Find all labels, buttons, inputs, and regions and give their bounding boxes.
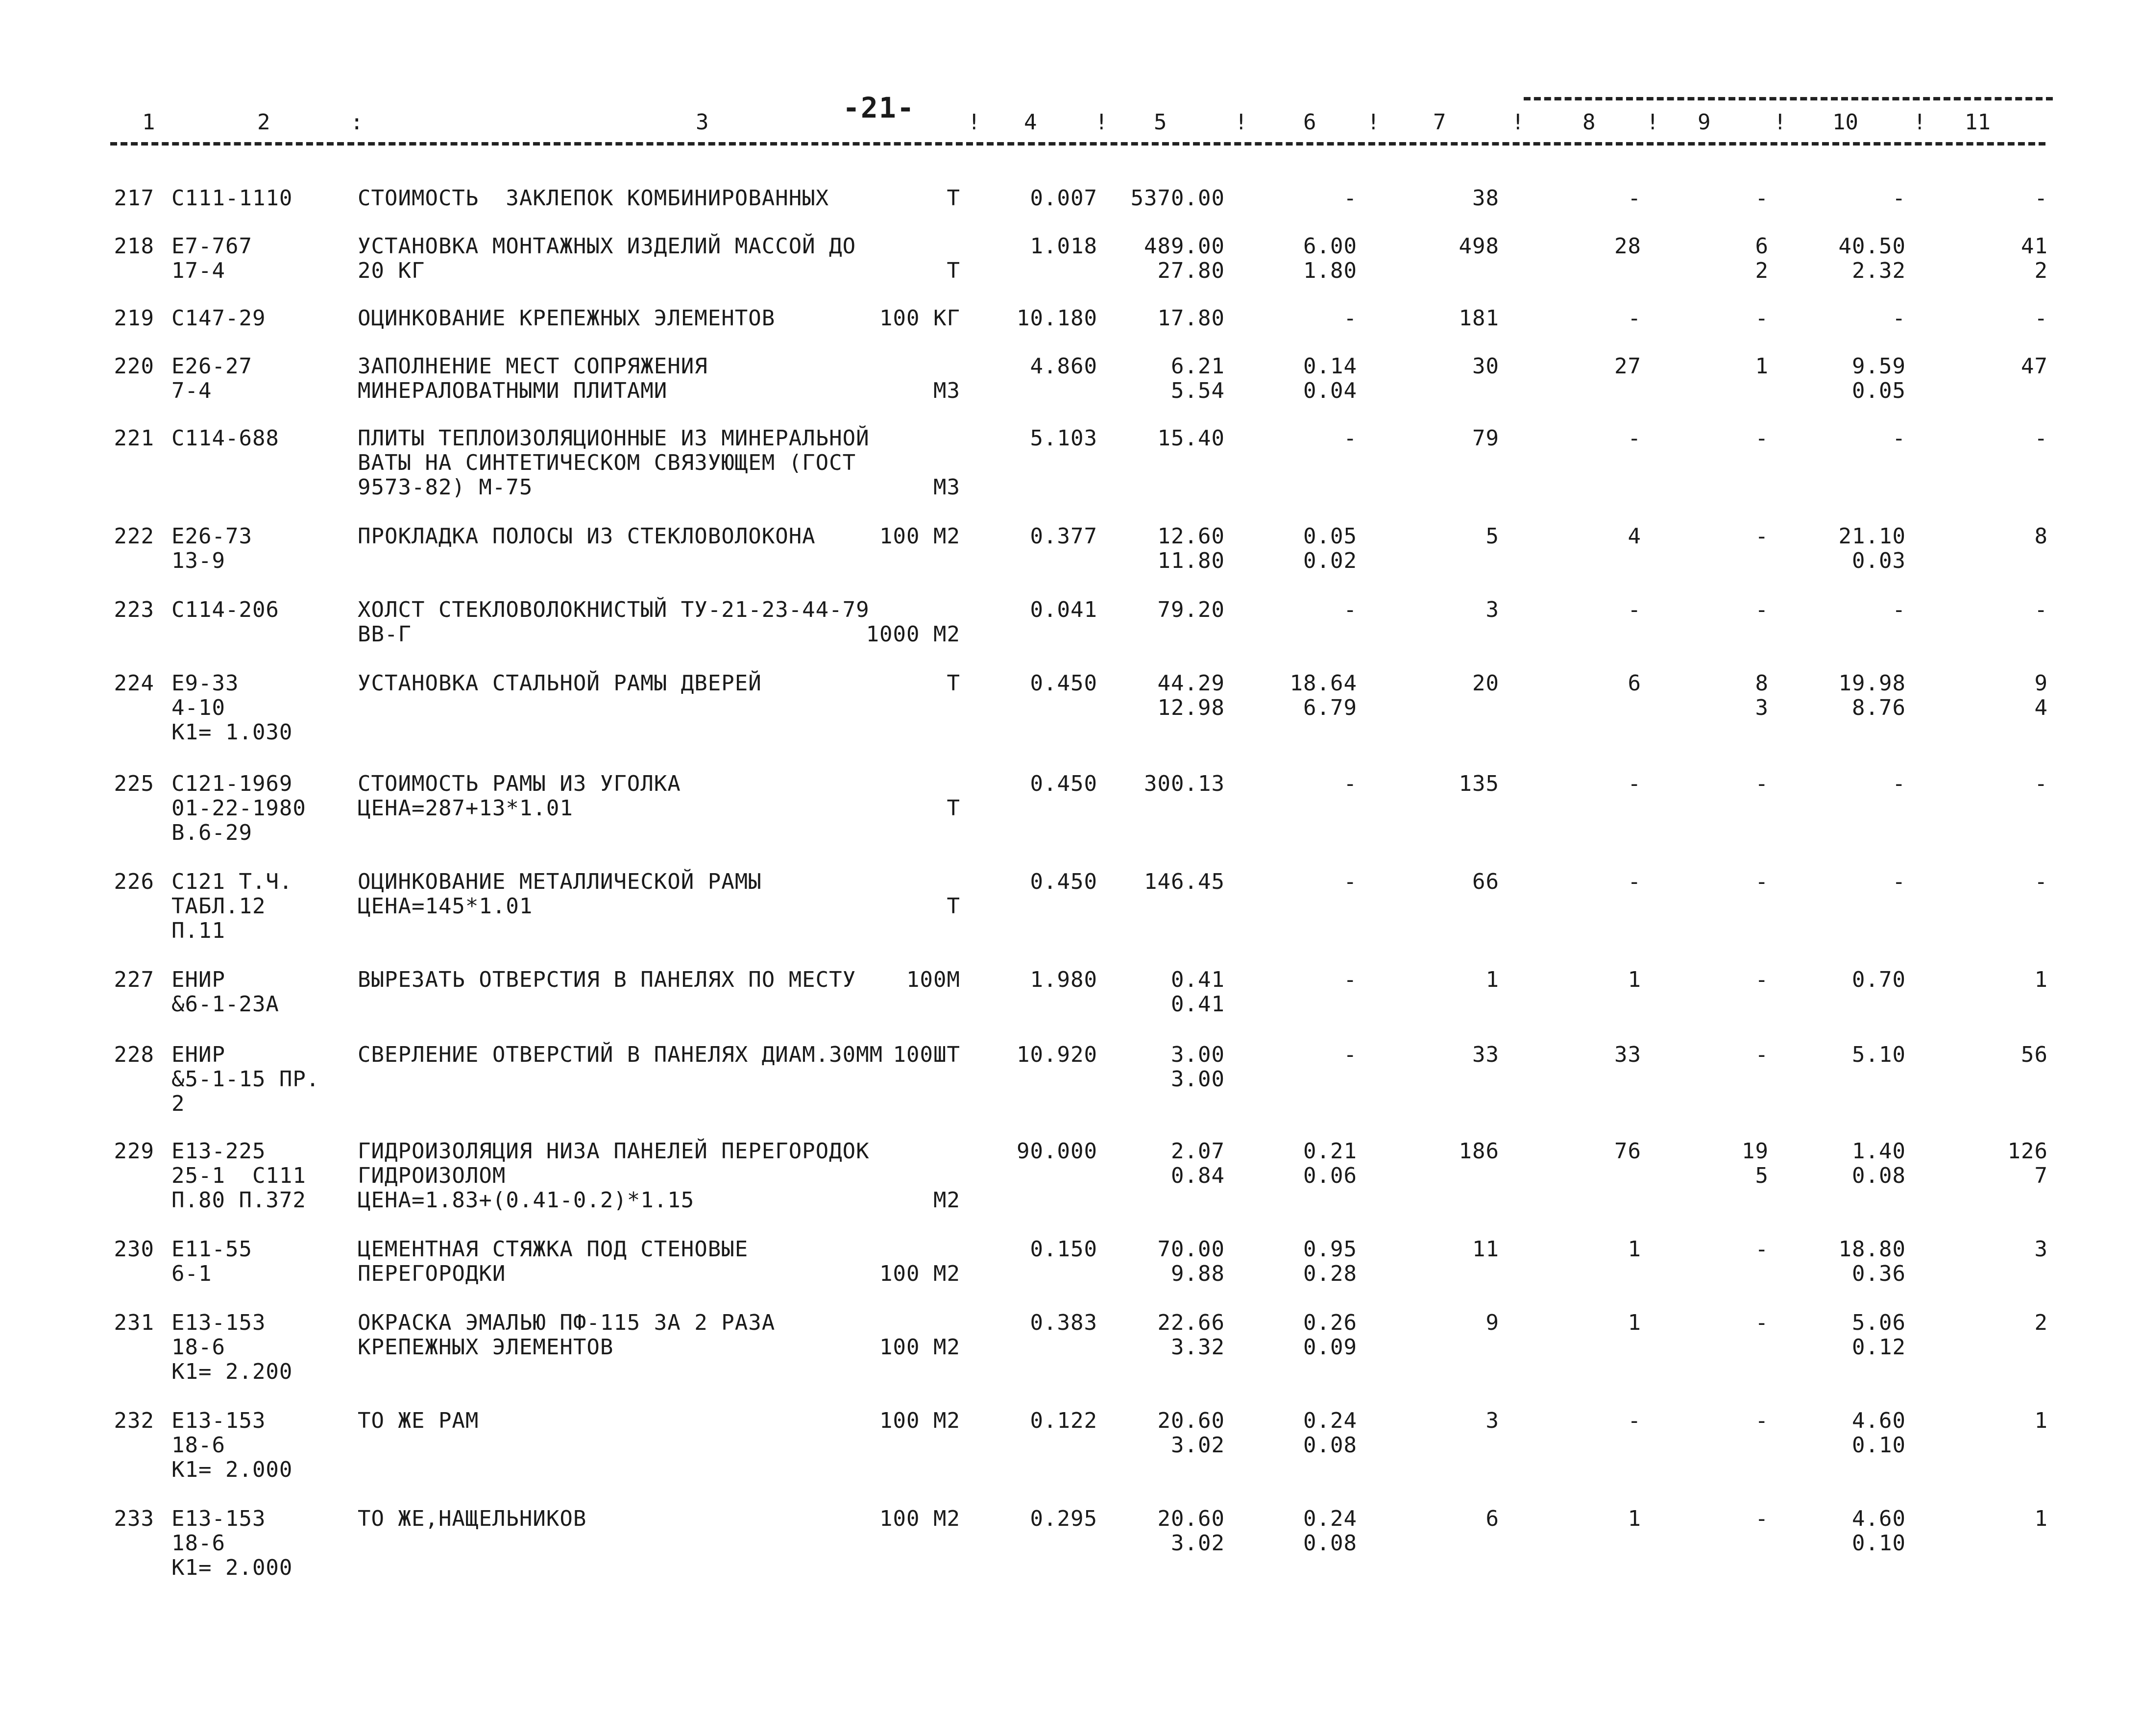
work-description: ТО ЖЕ РАМ [358,1408,479,1433]
col-6-value: 0.95 [1303,1237,1357,1262]
col-7-value: 1 [1485,967,1499,992]
norm-code: E13-225 [171,1139,266,1164]
unit-price: 0.41 [1171,992,1225,1017]
col-11-value: 2 [2034,258,2048,283]
unit-price: 15.40 [1157,426,1225,451]
work-description: ВВ-Г [358,622,412,647]
col-9-value: - [1755,1042,1769,1067]
quantity: 4.860 [1030,354,1097,379]
col-10-value: 5.06 [1852,1310,1906,1335]
col-9-value: 1 [1755,354,1769,379]
col-6-value: 0.04 [1303,378,1357,403]
unit-price: 489.00 [1144,234,1225,259]
col-9-value: - [1755,967,1769,992]
col-8-value: 27 [1614,354,1641,379]
col-8-value: - [1628,597,1641,622]
unit-price: 300.13 [1144,771,1225,796]
work-description: КРЕПЕЖНЫХ ЭЛЕМЕНТОВ [358,1335,614,1360]
col-10-value: - [1892,306,1906,331]
unit: 100 М2 [879,1408,960,1433]
norm-code: 13-9 [171,548,225,573]
work-description: МИНЕРАЛОВАТНЫМИ ПЛИТАМИ [358,378,668,403]
work-description: ВАТЫ НА СИНТЕТИЧЕСКОМ СВЯЗУЮЩЕМ (ГОСТ [358,450,856,475]
col-10-value: 9.59 [1852,354,1906,379]
col-10-value: 1.40 [1852,1139,1906,1164]
col-9-value: 6 [1755,234,1769,259]
row-number: 228 [114,1042,154,1067]
header-separator: ! [1913,110,1926,135]
unit-price: 5370.00 [1130,186,1225,211]
quantity: 0.150 [1030,1237,1097,1262]
unit-price: 20.60 [1157,1506,1225,1531]
norm-code: ЕНИР [171,1042,225,1067]
col-10-value: 19.98 [1838,671,1906,696]
col-11-value: 1 [2034,1506,2048,1531]
unit-price: 3.02 [1171,1531,1225,1556]
unit: М3 [933,475,960,500]
col-11-value: 126 [2007,1139,2048,1164]
col-11-value: 41 [2021,234,2048,259]
col-6-value: - [1343,967,1357,992]
header-col-9: 9 [1698,110,1711,135]
header-separator: ! [1774,110,1787,135]
col-11-value: 9 [2034,671,2048,696]
col-7-value: 181 [1459,306,1499,331]
col-6-value: - [1343,426,1357,451]
col-11-value: 1 [2034,1408,2048,1433]
quantity: 0.041 [1030,597,1097,622]
row-number: 219 [114,306,154,331]
unit-price: 12.98 [1157,695,1225,720]
col-6-value: 0.09 [1303,1335,1357,1360]
header-separator: ! [1646,110,1659,135]
col-9-value: - [1755,1237,1769,1262]
col-11-value: 47 [2021,354,2048,379]
row-number: 222 [114,524,154,549]
col-6-value: - [1343,869,1357,894]
col-7-value: 30 [1472,354,1499,379]
row-number: 217 [114,186,154,211]
unit-price: 3.32 [1171,1335,1225,1360]
col-6-value: 0.21 [1303,1139,1357,1164]
unit: 100ШТ [893,1042,960,1067]
work-description: ЗАПОЛНЕНИЕ МЕСТ СОПРЯЖЕНИЯ [358,354,708,379]
col-6-value: 0.02 [1303,548,1357,573]
norm-code: E13-153 [171,1506,266,1531]
unit-price: 17.80 [1157,306,1225,331]
col-10-value: 0.12 [1852,1335,1906,1360]
col-9-value: - [1755,186,1769,211]
quantity: 10.180 [1017,306,1097,331]
unit-price: 9.88 [1171,1261,1225,1286]
col-10-value: 18.80 [1838,1237,1906,1262]
work-description: ГИДРОИЗОЛЯЦИЯ НИЗА ПАНЕЛЕЙ ПЕРЕГОРОДОК [358,1139,870,1164]
row-number: 224 [114,671,154,696]
col-11-value: - [2034,771,2048,796]
col-6-value: - [1343,1042,1357,1067]
header-col-1: 1 [142,110,155,135]
col-9-value: - [1755,771,1769,796]
header-separator: : [350,110,364,135]
row-number: 225 [114,771,154,796]
col-10-value: 21.10 [1838,524,1906,549]
col-8-value: 1 [1628,1506,1641,1531]
col-11-value: - [2034,186,2048,211]
unit-price: 3.00 [1171,1042,1225,1067]
col-10-value: - [1892,186,1906,211]
norm-code: В.6-29 [171,820,252,845]
work-description: СТОИМОСТЬ ЗАКЛЕПОК КОМБИНИРОВАННЫХ [358,186,829,211]
norm-code: &6-1-23А [171,992,279,1017]
unit-price: 12.60 [1157,524,1225,549]
col-9-value: - [1755,869,1769,894]
col-6-value: 0.28 [1303,1261,1357,1286]
col-7-value: 498 [1459,234,1499,259]
col-6-value: 0.08 [1303,1531,1357,1556]
work-description: СТОИМОСТЬ РАМЫ ИЗ УГОЛКА [358,771,681,796]
norm-code: П.80 П.372 [171,1188,306,1213]
col-11-value: - [2034,306,2048,331]
header-col-8: 8 [1582,110,1596,135]
unit: Т [947,186,960,211]
unit: 100М [906,967,960,992]
col-10-value: - [1892,426,1906,451]
col-7-value: 38 [1472,186,1499,211]
row-number: 226 [114,869,154,894]
header-col-2: 2 [257,110,270,135]
quantity: 0.007 [1030,186,1097,211]
col-8-value: - [1628,306,1641,331]
work-description: ОЦИНКОВАНИЕ КРЕПЕЖНЫХ ЭЛЕМЕНТОВ [358,306,776,331]
work-description: ПРОКЛАДКА ПОЛОСЫ ИЗ СТЕКЛОВОЛОКОНА [358,524,816,549]
quantity: 0.377 [1030,524,1097,549]
norm-code: E9-33 [171,671,239,696]
col-10-value: 0.10 [1852,1531,1906,1556]
unit: Т [947,258,960,283]
unit-price: 70.00 [1157,1237,1225,1262]
unit: 100 М2 [879,1261,960,1286]
row-number: 231 [114,1310,154,1335]
col-10-value: 4.60 [1852,1408,1906,1433]
norm-code: П.11 [171,918,225,943]
work-description: ТО ЖЕ,НАЩЕЛЬНИКОВ [358,1506,587,1531]
unit: 1000 М2 [866,622,960,647]
col-10-value: 5.10 [1852,1042,1906,1067]
work-description: ЦЕМЕНТНАЯ СТЯЖКА ПОД СТЕНОВЫЕ [358,1237,749,1262]
col-8-value: 1 [1628,1237,1641,1262]
col-8-value: - [1628,186,1641,211]
col-8-value: - [1628,869,1641,894]
norm-code: 17-4 [171,258,225,283]
quantity: 5.103 [1030,426,1097,451]
header-separator: ! [1235,110,1248,135]
row-number: 223 [114,597,154,622]
work-description: УСТАНОВКА СТАЛЬНОЙ РАМЫ ДВЕРЕЙ [358,671,762,696]
col-9-value: - [1755,597,1769,622]
col-9-value: 2 [1755,258,1769,283]
quantity: 1.980 [1030,967,1097,992]
quantity: 0.450 [1030,771,1097,796]
col-6-value: 0.06 [1303,1163,1357,1188]
norm-code: ТАБЛ.12 [171,894,266,919]
col-10-value: 0.05 [1852,378,1906,403]
col-8-value: 76 [1614,1139,1641,1164]
col-9-value: 19 [1742,1139,1769,1164]
row-number: 227 [114,967,154,992]
row-number: 221 [114,426,154,451]
col-9-value: 5 [1755,1163,1769,1188]
col-11-value: 8 [2034,524,2048,549]
unit: 100 М2 [879,524,960,549]
col-10-value: 8.76 [1852,695,1906,720]
page-number: -21- [843,91,915,124]
header-col-6: 6 [1303,110,1316,135]
norm-code: C114-688 [171,426,279,451]
work-description: ЦЕНА=1.83+(0.41-0.2)*1.15 [358,1188,695,1213]
col-9-value: - [1755,426,1769,451]
quantity: 0.383 [1030,1310,1097,1335]
col-8-value: 1 [1628,967,1641,992]
work-description: ОЦИНКОВАНИЕ МЕТАЛЛИЧЕСКОЙ РАМЫ [358,869,762,894]
norm-code: E11-55 [171,1237,252,1262]
header-separator: ! [1511,110,1525,135]
top-right-rule [1524,97,2053,100]
unit-price: 146.45 [1144,869,1225,894]
unit-price: 3.02 [1171,1433,1225,1458]
col-7-value: 186 [1459,1139,1499,1164]
norm-code: C147-29 [171,306,266,331]
unit-price: 22.66 [1157,1310,1225,1335]
work-description: ЦЕНА=145*1.01 [358,894,533,919]
norm-code: К1= 1.030 [171,720,293,745]
work-description: ХОЛСТ СТЕКЛОВОЛОКНИСТЫЙ ТУ-21-23-44-79 [358,597,870,622]
col-7-value: 5 [1485,524,1499,549]
quantity: 0.295 [1030,1506,1097,1531]
quantity: 0.450 [1030,869,1097,894]
work-description: ОКРАСКА ЭМАЛЬЮ ПФ-115 ЗА 2 РАЗА [358,1310,776,1335]
col-6-value: - [1343,771,1357,796]
col-6-value: 6.00 [1303,234,1357,259]
col-8-value: 28 [1614,234,1641,259]
row-number: 233 [114,1506,154,1531]
col-8-value: 6 [1628,671,1641,696]
norm-code: C114-206 [171,597,279,622]
norm-code: &5-1-15 ПР. [171,1067,320,1092]
header-rule [110,142,2045,146]
norm-code: 25-1 C111 [171,1163,306,1188]
norm-code: E7-767 [171,234,252,259]
header-col-10: 10 [1832,110,1858,135]
col-7-value: 20 [1472,671,1499,696]
col-10-value: 40.50 [1838,234,1906,259]
norm-code: 18-6 [171,1531,225,1556]
norm-code: C121 Т.Ч. [171,869,293,894]
col-6-value: 0.24 [1303,1408,1357,1433]
col-7-value: 3 [1485,597,1499,622]
col-6-value: - [1343,306,1357,331]
header-separator: ! [1095,110,1108,135]
unit: Т [947,894,960,919]
row-number: 230 [114,1237,154,1262]
norm-code: К1= 2.000 [171,1555,293,1580]
norm-code: 6-1 [171,1261,212,1286]
col-6-value: 0.26 [1303,1310,1357,1335]
col-7-value: 135 [1459,771,1499,796]
unit: 100 М2 [879,1335,960,1360]
col-8-value: 33 [1614,1042,1641,1067]
norm-code: E13-153 [171,1408,266,1433]
unit-price: 6.21 [1171,354,1225,379]
col-11-value: 2 [2034,1310,2048,1335]
col-11-value: 1 [2034,967,2048,992]
quantity: 1.018 [1030,234,1097,259]
unit-price: 27.80 [1157,258,1225,283]
col-8-value: - [1628,426,1641,451]
unit-price: 20.60 [1157,1408,1225,1433]
norm-code: E26-27 [171,354,252,379]
col-7-value: 9 [1485,1310,1499,1335]
header-col-11: 11 [1965,110,1991,135]
col-6-value: 0.14 [1303,354,1357,379]
norm-code: 7-4 [171,378,212,403]
norm-code: C121-1969 [171,771,293,796]
quantity: 0.450 [1030,671,1097,696]
col-10-value: 0.70 [1852,967,1906,992]
col-10-value: 0.03 [1852,548,1906,573]
norm-code: 4-10 [171,695,225,720]
unit-price: 0.41 [1171,967,1225,992]
col-7-value: 6 [1485,1506,1499,1531]
col-7-value: 3 [1485,1408,1499,1433]
unit-price: 79.20 [1157,597,1225,622]
header-col-3: 3 [696,110,709,135]
work-description: ПЕРЕГОРОДКИ [358,1261,506,1286]
unit-price: 3.00 [1171,1067,1225,1092]
col-8-value: 1 [1628,1310,1641,1335]
unit: М3 [933,378,960,403]
col-6-value: 6.79 [1303,695,1357,720]
header-col-7: 7 [1433,110,1446,135]
unit: Т [947,796,960,821]
norm-code: 01-22-1980 [171,796,306,821]
work-description: СВЕРЛЕНИЕ ОТВЕРСТИЙ В ПАНЕЛЯХ ДИАМ.30ММ [358,1042,883,1067]
unit-price: 0.84 [1171,1163,1225,1188]
col-10-value: 4.60 [1852,1506,1906,1531]
col-6-value: 1.80 [1303,258,1357,283]
col-11-value: - [2034,426,2048,451]
unit: 100 М2 [879,1506,960,1531]
col-10-value: 0.36 [1852,1261,1906,1286]
col-11-value: 56 [2021,1042,2048,1067]
unit: М2 [933,1188,960,1213]
unit-price: 11.80 [1157,548,1225,573]
col-6-value: - [1343,597,1357,622]
col-11-value: 3 [2034,1237,2048,1262]
col-7-value: 11 [1472,1237,1499,1262]
norm-code: К1= 2.200 [171,1359,293,1384]
col-9-value: - [1755,1506,1769,1531]
work-description: ГИДРОИЗОЛОМ [358,1163,506,1188]
unit: 100 КГ [879,306,960,331]
norm-code: E13-153 [171,1310,266,1335]
col-9-value: 3 [1755,695,1769,720]
row-number: 232 [114,1408,154,1433]
col-11-value: 4 [2034,695,2048,720]
col-6-value: 0.05 [1303,524,1357,549]
col-7-value: 66 [1472,869,1499,894]
header-separator: ! [968,110,981,135]
col-10-value: - [1892,771,1906,796]
col-11-value: - [2034,869,2048,894]
col-9-value: 8 [1755,671,1769,696]
header-col-5: 5 [1154,110,1167,135]
work-description: 20 КГ [358,258,425,283]
header-separator: ! [1367,110,1380,135]
unit-price: 2.07 [1171,1139,1225,1164]
quantity: 10.920 [1017,1042,1097,1067]
unit-price: 44.29 [1157,671,1225,696]
col-7-value: 79 [1472,426,1499,451]
work-description: ВЫРЕЗАТЬ ОТВЕРСТИЯ В ПАНЕЛЯХ ПО МЕСТУ [358,967,856,992]
col-6-value: 0.24 [1303,1506,1357,1531]
norm-code: 18-6 [171,1433,225,1458]
col-6-value: 0.08 [1303,1433,1357,1458]
row-number: 218 [114,234,154,259]
col-9-value: - [1755,1408,1769,1433]
col-10-value: 2.32 [1852,258,1906,283]
col-10-value: - [1892,869,1906,894]
norm-code: 2 [171,1091,185,1116]
col-10-value: 0.10 [1852,1433,1906,1458]
col-6-value: - [1343,186,1357,211]
col-8-value: 4 [1628,524,1641,549]
quantity: 90.000 [1017,1139,1097,1164]
norm-code: C111-1110 [171,186,293,211]
col-11-value: 7 [2034,1163,2048,1188]
header-col-4: 4 [1024,110,1037,135]
col-10-value: 0.08 [1852,1163,1906,1188]
quantity: 0.122 [1030,1408,1097,1433]
unit-price: 5.54 [1171,378,1225,403]
norm-code: ЕНИР [171,967,225,992]
col-10-value: - [1892,597,1906,622]
row-number: 229 [114,1139,154,1164]
col-8-value: - [1628,771,1641,796]
col-7-value: 33 [1472,1042,1499,1067]
work-description: 9573-82) М-75 [358,475,533,500]
col-9-value: - [1755,1310,1769,1335]
col-6-value: 18.64 [1289,671,1357,696]
col-8-value: - [1628,1408,1641,1433]
norm-code: К1= 2.000 [171,1457,293,1482]
row-number: 220 [114,354,154,379]
col-9-value: - [1755,524,1769,549]
col-11-value: - [2034,597,2048,622]
norm-code: 18-6 [171,1335,225,1360]
work-description: УСТАНОВКА МОНТАЖНЫХ ИЗДЕЛИЙ МАССОЙ ДО [358,234,856,259]
col-9-value: - [1755,306,1769,331]
work-description: ЦЕНА=287+13*1.01 [358,796,573,821]
work-description: ПЛИТЫ ТЕПЛОИЗОЛЯЦИОННЫЕ ИЗ МИНЕРАЛЬНОЙ [358,426,870,451]
unit: Т [947,671,960,696]
norm-code: E26-73 [171,524,252,549]
